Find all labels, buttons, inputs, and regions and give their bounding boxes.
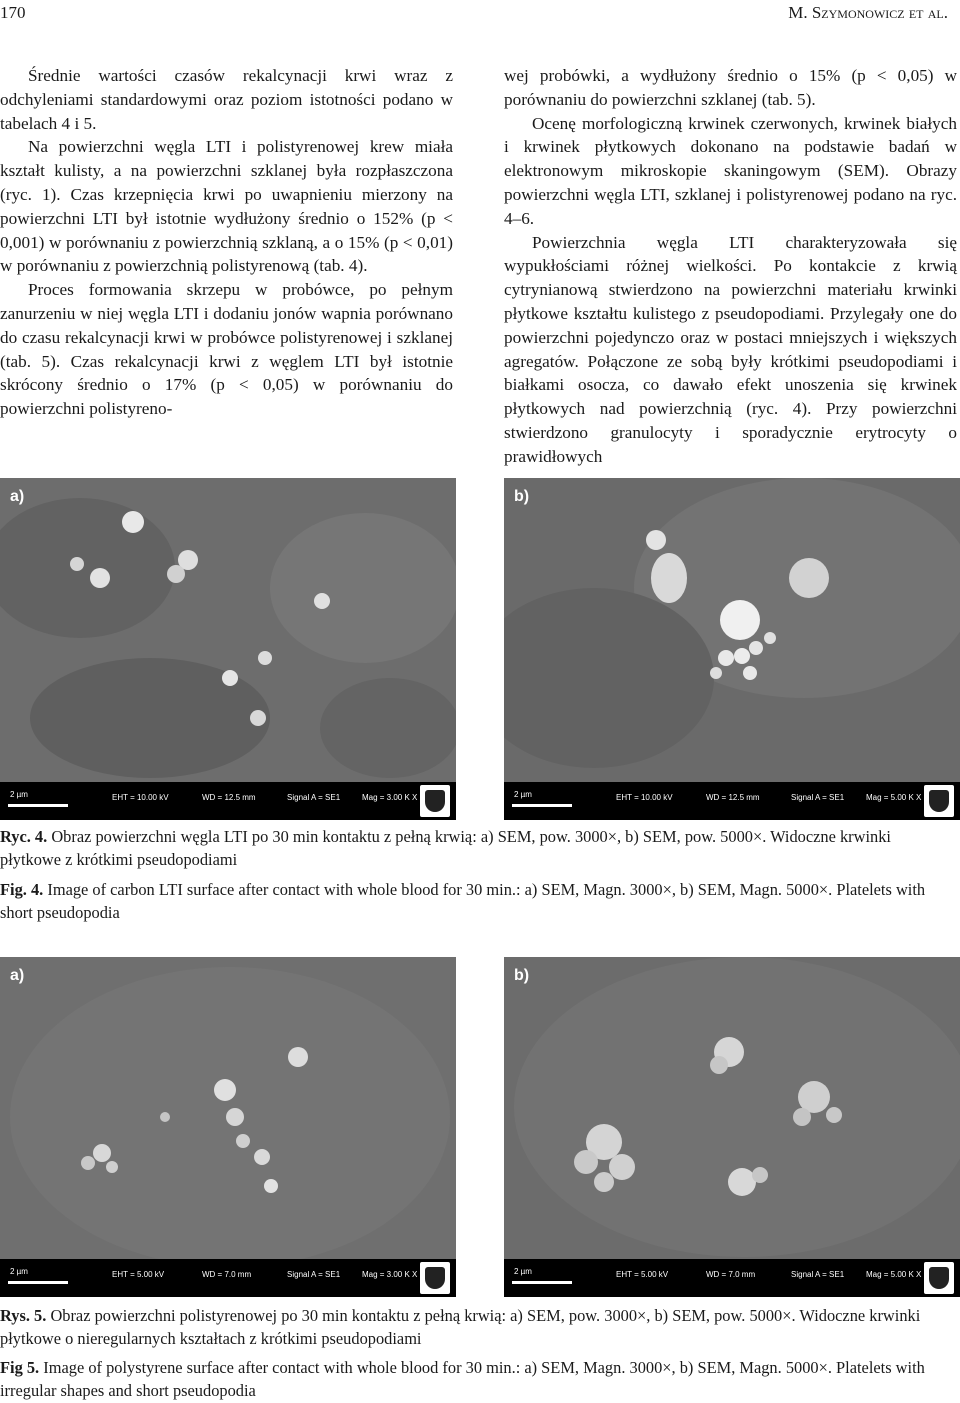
sem-info-bar: [504, 782, 960, 820]
caption-text: Obraz powierzchni węgla LTI po 30 min kontaktu z pełną krwią: a) SEM, pow. 3000×, b) SEM, pow. 5000×. Widoczne krwinki płytkowe z krótkimi pseudopodiami: [0, 827, 891, 869]
panel-label: a): [10, 967, 25, 984]
signal-value: Signal A = SE1: [791, 793, 845, 802]
scale-bar: [8, 804, 68, 807]
eht-value: EHT = 10.00 kV: [112, 793, 169, 802]
panel-label: b): [514, 488, 530, 505]
eht-value: EHT = 10.00 kV: [616, 793, 673, 802]
mag-value: Mag = 5.00 K X: [866, 793, 922, 802]
mag-value: Mag = 3.00 K X: [362, 793, 418, 802]
eht-value: EHT = 5.00 kV: [616, 1270, 669, 1279]
signal-value: Signal A = SE1: [287, 1270, 341, 1279]
fig5-panel-a-sem-image: [0, 957, 456, 1297]
signal-value: Signal A = SE1: [287, 793, 341, 802]
caption-label: Fig. 4.: [0, 880, 44, 899]
institution-seal-icon: [420, 1262, 450, 1294]
paragraph: wej probówki, a wydłużony średnio o 15% (p < 0,05) w porównaniu do powierzchni szklanej (tab. 5).: [504, 66, 957, 109]
fig5-caption-english: [0, 1357, 945, 1402]
right-text-column: [504, 64, 957, 469]
fig4-panel-b-sem-image: [504, 478, 960, 820]
scale-bar: [512, 1281, 572, 1284]
fig4-panel-a-sem-image: [0, 478, 456, 820]
paragraph: Proces formowania skrzepu w probówce, po pełnym zanurzeniu w niej węgla LTI i dodaniu jonów wapnia porównano do czasu rekalcynacji krwi w probówce polistyrenowej i szklanej (tab. 5). Czas rekalcynacji krwi z węglem LTI był istotnie skrócony średnio o 17% (p < 0,05) w porównaniu do powierzchni polistyreno-: [0, 280, 453, 419]
paragraph: Ocenę morfologiczną krwinek czerwonych, krwinek białych i krwinek płytkowych dokonano na podstawie badań w elektronowym mikroskopie skaningowym (SEM). Obrazy powierzchni węgla LTI, szklanej i polistyrenowej podano na ryc. 4–6.: [504, 113, 957, 228]
wd-value: WD = 12.5 mm: [202, 793, 256, 802]
caption-text: Obraz powierzchni polistyrenowej po 30 min kontaktu z pełną krwią: a) SEM, pow. 3000×, b) SEM, pow. 5000×. Widoczne krwinki płytkowe o nieregularnych kształtach z krótkimi pseudopodiami: [0, 1306, 921, 1348]
paragraph: Powierzchnia węgla LTI charakteryzowała się wypukłościami różnej wielkości. Po kontakcie z krwią cytrynianową stwierdzono na powierzchni materiału krwinki płytkowe kształtu kulistego z pseudopodiami. Przylegały one do powierzchni pojedynczo oraz w postaci mniejszych i większych agregatów. Połączone ze sobą były krótkimi pseudopodiami i białkami osocza, co dawało efekt unoszenia się krwinek płytkowych nad powierzchnią (ryc. 4). Przy powierzchni stwierdzono granulocyty i sporadycznie erytrocyty o prawidłowych: [504, 232, 957, 466]
mag-value: Mag = 3.00 K X: [362, 1270, 418, 1279]
fig5-caption-polish: [0, 1305, 945, 1350]
caption-text: Image of carbon LTI surface after contact with whole blood for 30 min.: a) SEM, Magn. 3000×, b) SEM, Magn. 5000×. Platelets with short pseudopodia: [0, 880, 926, 922]
panel-label: b): [514, 967, 530, 984]
sem-micrograph: [0, 478, 456, 820]
institution-seal-icon: [924, 1262, 954, 1294]
fig4-caption-english: [0, 879, 945, 924]
sem-info-bar: [0, 782, 456, 820]
paragraph: Na powierzchni węgla LTI i polistyrenowej krew miała kształt kulisty, a na powierzchni szklanej była rozpłaszczona (ryc. 1). Czas krzepnięcia krwi po uwapnieniu mierzony na powierzchni LTI był istotnie wydłużony średnio o 152% (p < 0,001) w porównaniu z powierzchnią szklaną, a o 15% (p < 0,01) w porównaniu z powierzchnią polistyrenową (tab. 4).: [0, 137, 453, 276]
caption-text: Image of polystyrene surface after contact with whole blood for 30 min.: a) SEM, Magn. 3000×, b) SEM, Magn. 5000×. Platelets with irregular shapes and short pseudopodia: [0, 1358, 925, 1400]
sem-micrograph: [504, 478, 960, 820]
wd-value: WD = 7.0 mm: [202, 1270, 252, 1279]
sem-micrograph: [0, 957, 456, 1297]
left-text-column: [0, 64, 453, 421]
scale-label: 2 µm: [514, 790, 532, 799]
caption-label: Ryc. 4.: [0, 827, 48, 846]
wd-value: WD = 12.5 mm: [706, 793, 760, 802]
scale-label: 2 µm: [514, 1267, 532, 1276]
running-header-authors: M. Szymonowicz et al.: [788, 3, 948, 22]
page-number: 170: [0, 3, 26, 22]
fig4-caption-polish: [0, 826, 945, 871]
eht-value: EHT = 5.00 kV: [112, 1270, 165, 1279]
scale-label: 2 µm: [10, 790, 28, 799]
panel-label: a): [10, 488, 25, 505]
sem-info-bar: [504, 1259, 960, 1297]
caption-label: Fig 5.: [0, 1358, 40, 1377]
fig5-panel-b-sem-image: [504, 957, 960, 1297]
mag-value: Mag = 5.00 K X: [866, 1270, 922, 1279]
institution-seal-icon: [420, 785, 450, 817]
sem-info-bar: [0, 1259, 456, 1297]
institution-seal-icon: [924, 785, 954, 817]
scale-label: 2 µm: [10, 1267, 28, 1276]
caption-label: Rys. 5.: [0, 1306, 47, 1325]
scale-bar: [512, 804, 572, 807]
paragraph: Średnie wartości czasów rekalcynacji krwi wraz z odchyleniami standardowymi oraz poziom istotności podano w tabelach 4 i 5.: [0, 66, 453, 133]
signal-value: Signal A = SE1: [791, 1270, 845, 1279]
scale-bar: [8, 1281, 68, 1284]
wd-value: WD = 7.0 mm: [706, 1270, 756, 1279]
sem-micrograph: [504, 957, 960, 1297]
